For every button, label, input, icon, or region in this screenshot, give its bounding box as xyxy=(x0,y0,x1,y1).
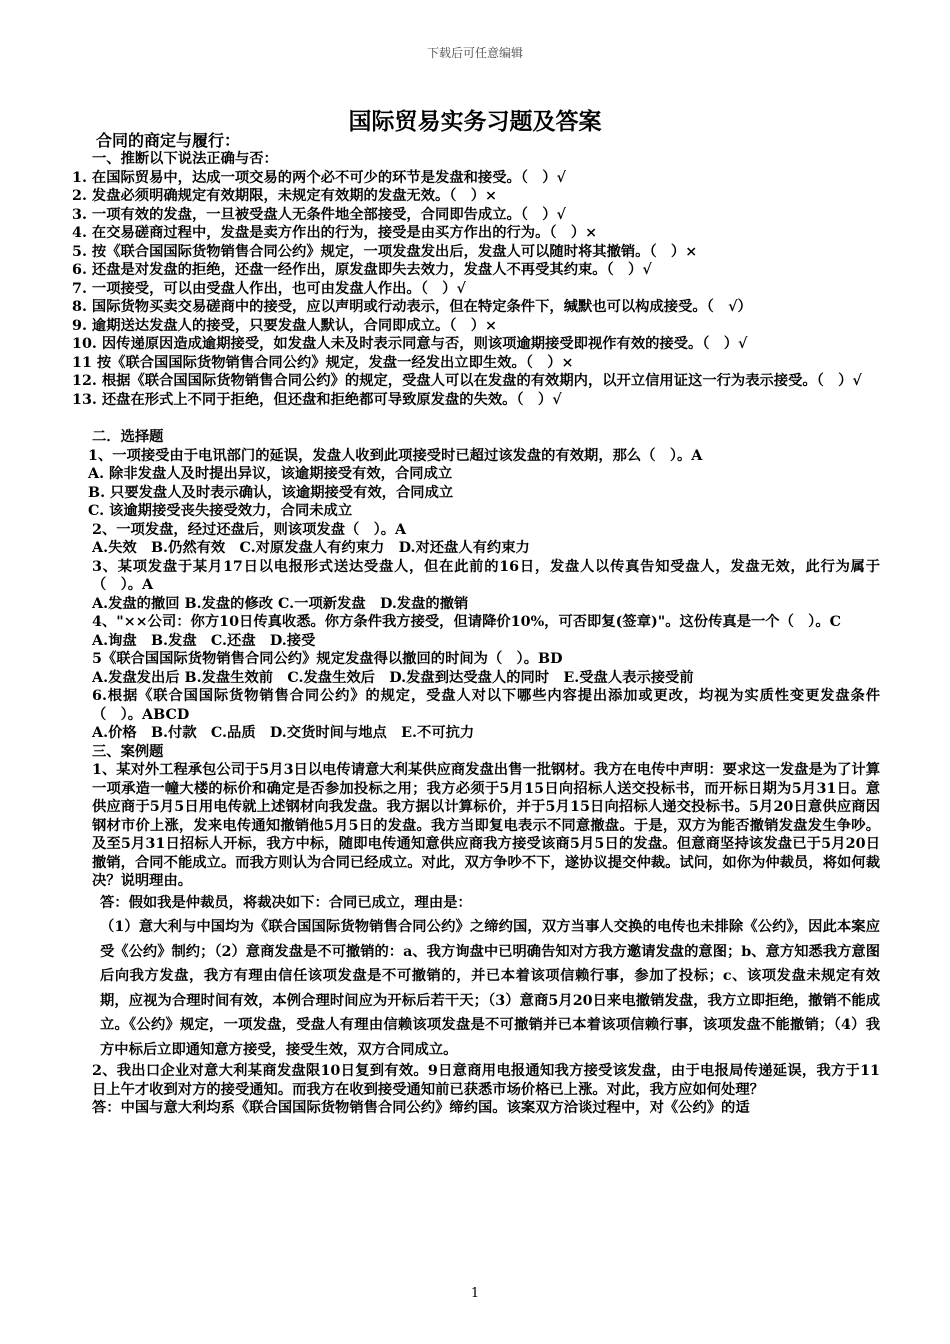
list-item: 13. 还盘在形式上不同于拒绝，但还盘和拒绝都可导致原发盘的失效。（ ）√ xyxy=(72,391,562,408)
options: A.询盘 B.发盘 C.还盘 D.接受 xyxy=(92,632,316,649)
list-item: 4. 在交易磋商过程中，发盘是卖方作出的行为，接受是由买方作出的行为。（ ）× xyxy=(72,225,598,241)
page-title: 国际贸易实务习题及答案 xyxy=(348,108,602,135)
options: A.价格 B.付款 C.品质 D.交货时间与地点 E.不可抗力 xyxy=(92,725,475,741)
case-answer: 答：中国与意大利均系《联合国国际货物销售合同公约》缔约国。该案双方洽谈过程中，对《公约》的适 xyxy=(92,1100,750,1116)
page-header: 下载后可任意编辑 xyxy=(426,46,523,60)
case-answer-intro: 答：假如我是仲裁员，将裁决如下：合同已成立，理由是： xyxy=(100,894,472,911)
question: 2、一项发盘，经过还盘后，则该项发盘（ ）。A xyxy=(92,521,407,538)
list-item: 8. 国际货物买卖交易磋商中的接受，应以声明或行动表示，但在特定条件下，缄默也可以构成接受。（ √） xyxy=(72,299,752,315)
part2-heading: 二．选择题 xyxy=(92,429,164,445)
question: 3、某项发盘于某月17日以电报形式送达受盘人，但在此前的16日，发盘人以传真告知受盘人，发盘无效，此行为属于（ ）。A xyxy=(92,558,880,593)
option: A. 除非发盘人及时提出异议，该逾期接受有效，合同成立 xyxy=(88,466,453,482)
question: 1、一项接受由于电讯部门的延误，发盘人收到此项接受时已超过该发盘的有效期，那么（ ）。A xyxy=(88,447,703,464)
case-question: 1、某对外工程承包公司于5月3日以电传请意大利某供应商发盘出售一批钢材。我方在电传中声明：要求这一发盘是为了计算一项承造一幢大楼的标价和确定是否参加投标之用；我方必须于5月15日向招标人送交投标书，而开标日期为5月31日。意供应商于5月5日用电传就上述钢材向我发盘。我方据以计算标价，并于5月15日向招标人递交投标书。5月20日意供应商因钢材市价上涨，发来电传通知撤销他5月5日的发盘。我方当即复电表示不同意撤盘。于是，双方为能否撤销发盘发生争吵。及至5月31日招标人开标，我方中标，随即电传通知意供应商我方接受该商5月5日的发盘。但意商坚持该发盘已于5月20日撤销，合同不能成立。而我方则认为合同已经成立。对此，双方争吵不下，遂协议提交仲裁。试问，如你为仲裁员，将如何裁决？说明理由。 xyxy=(92,762,880,889)
multiple-choice-list xyxy=(72,447,880,743)
document-body xyxy=(72,131,880,1118)
list-item: 12. 根据《联合国国际货物销售合同公约》的规定，受盘人可以在发盘的有效期内，以开立信用证这一行为表示接受。（ ）√ xyxy=(72,373,862,389)
question: 5《联合国国际货物销售合同公约》规定发盘得以撤回的时间为（ ）。BD xyxy=(92,651,563,667)
list-item: 10. 因传递原因造成逾期接受，如发盘人未及时表示同意与否，则该项逾期接受即视作有效的接受。（ ）√ xyxy=(72,336,748,352)
case-question: 2、我出口企业对意大利某商发盘限10日复到有效。9日意商用电报通知我方接受该发盘，由于电报局传递延误，我方于11日上午才收到对方的接受通知。而我方在收到接受通知前已获悉市场价格已上涨。对此，我方应如何处理？ xyxy=(92,1063,880,1098)
list-item: 2. 发盘必须明确规定有效期限，未规定有效期的发盘无效。（ ）× xyxy=(72,188,498,204)
question: 4、"××公司：你方10日传真收悉。你方条件我方接受，但请降价10%，可否即复(签章)"。这份传真是一个（ ）。C xyxy=(92,614,841,630)
option: C. 该逾期接受丧失接受效力，合同未成立 xyxy=(88,503,353,519)
list-item: 5. 按《联合国国际货物销售合同公约》规定，一项发盘发出后，发盘人可以随时将其撤销。（ ）× xyxy=(72,243,698,260)
option: B. 只要发盘人及时表示确认，该逾期接受有效，合同成立 xyxy=(88,484,454,501)
options: A.发盘的撤回 B.发盘的修改 C.一项新发盘 D.发盘的撤销 xyxy=(92,595,469,612)
case-answer: （1）意大利与中国均为《联合国国际货物销售合同公约》之缔约国，双方当事人交换的电传也未排除《公约》，因此本案应受《公约》制约；（2）意商发盘是不可撤销的：a、我方询盘中已明确告知对方我方邀请发盘的意图；b、意方知悉我方意图后向我方发盘，我方有理由信任该项发盘是不可撤销的，并已本着该项信赖行事，参加了投标；c、该项发盘未规定有效期，应视为合理时间有效，本例合理时间应为开标后若干天；（3）意商5月20日来电撤销发盘，我方立即拒绝，撤销不能成立。《公约》规定，一项发盘，受盘人有理由信赖该项发盘是不可撤销并已本着该项信赖行事，该项发盘不能撤销；（4）我方中标后立即通知意方接受，接受生效，双方合同成立。 xyxy=(100,919,880,1058)
list-item: 9. 逾期送达发盘人的接受，只要发盘人默认，合同即成立。（ ）× xyxy=(72,317,498,334)
options: A.失效 B.仍然有效 C.对原发盘人有约束力 D.对还盘人有约束力 xyxy=(92,540,530,556)
options: A.发盘发出后 B.发盘生效前 C.发盘生效后 D.发盘到达受盘人的同时 E.受盘人表示接受前 xyxy=(92,669,694,686)
page-number: 1 xyxy=(470,1286,480,1301)
list-item: 6. 还盘是对发盘的拒绝，还盘一经作出，原发盘即失去效力，发盘人不再受其约束。（ ）√ xyxy=(72,262,652,278)
part3-heading: 三、案例题 xyxy=(92,743,164,760)
list-item: 11 按《联合国国际货物销售合同公约》规定，发盘一经发出立即生效。（ ）× xyxy=(72,354,574,371)
list-item: 1. 在国际贸易中，达成一项交易的两个必不可少的环节是发盘和接受。（ ）√ xyxy=(72,169,566,186)
list-item: 3. 一项有效的发盘，一旦被受盘人无条件地全部接受，合同即告成立。（ ）√ xyxy=(72,206,566,223)
section-heading: 合同的商定与履行： xyxy=(96,131,241,150)
part1-heading: 一、推断以下说法正确与否： xyxy=(92,151,278,167)
list-item: 7. 一项接受，可以由受盘人作出，也可由发盘人作出。（ ）√ xyxy=(72,280,466,297)
question: 6.根据《联合国国际货物销售合同公约》的规定，受盘人对以下哪些内容提出添加或更改，均视为实质性变更发盘条件（ ）。ABCD xyxy=(92,688,880,723)
true-false-list xyxy=(72,169,880,410)
